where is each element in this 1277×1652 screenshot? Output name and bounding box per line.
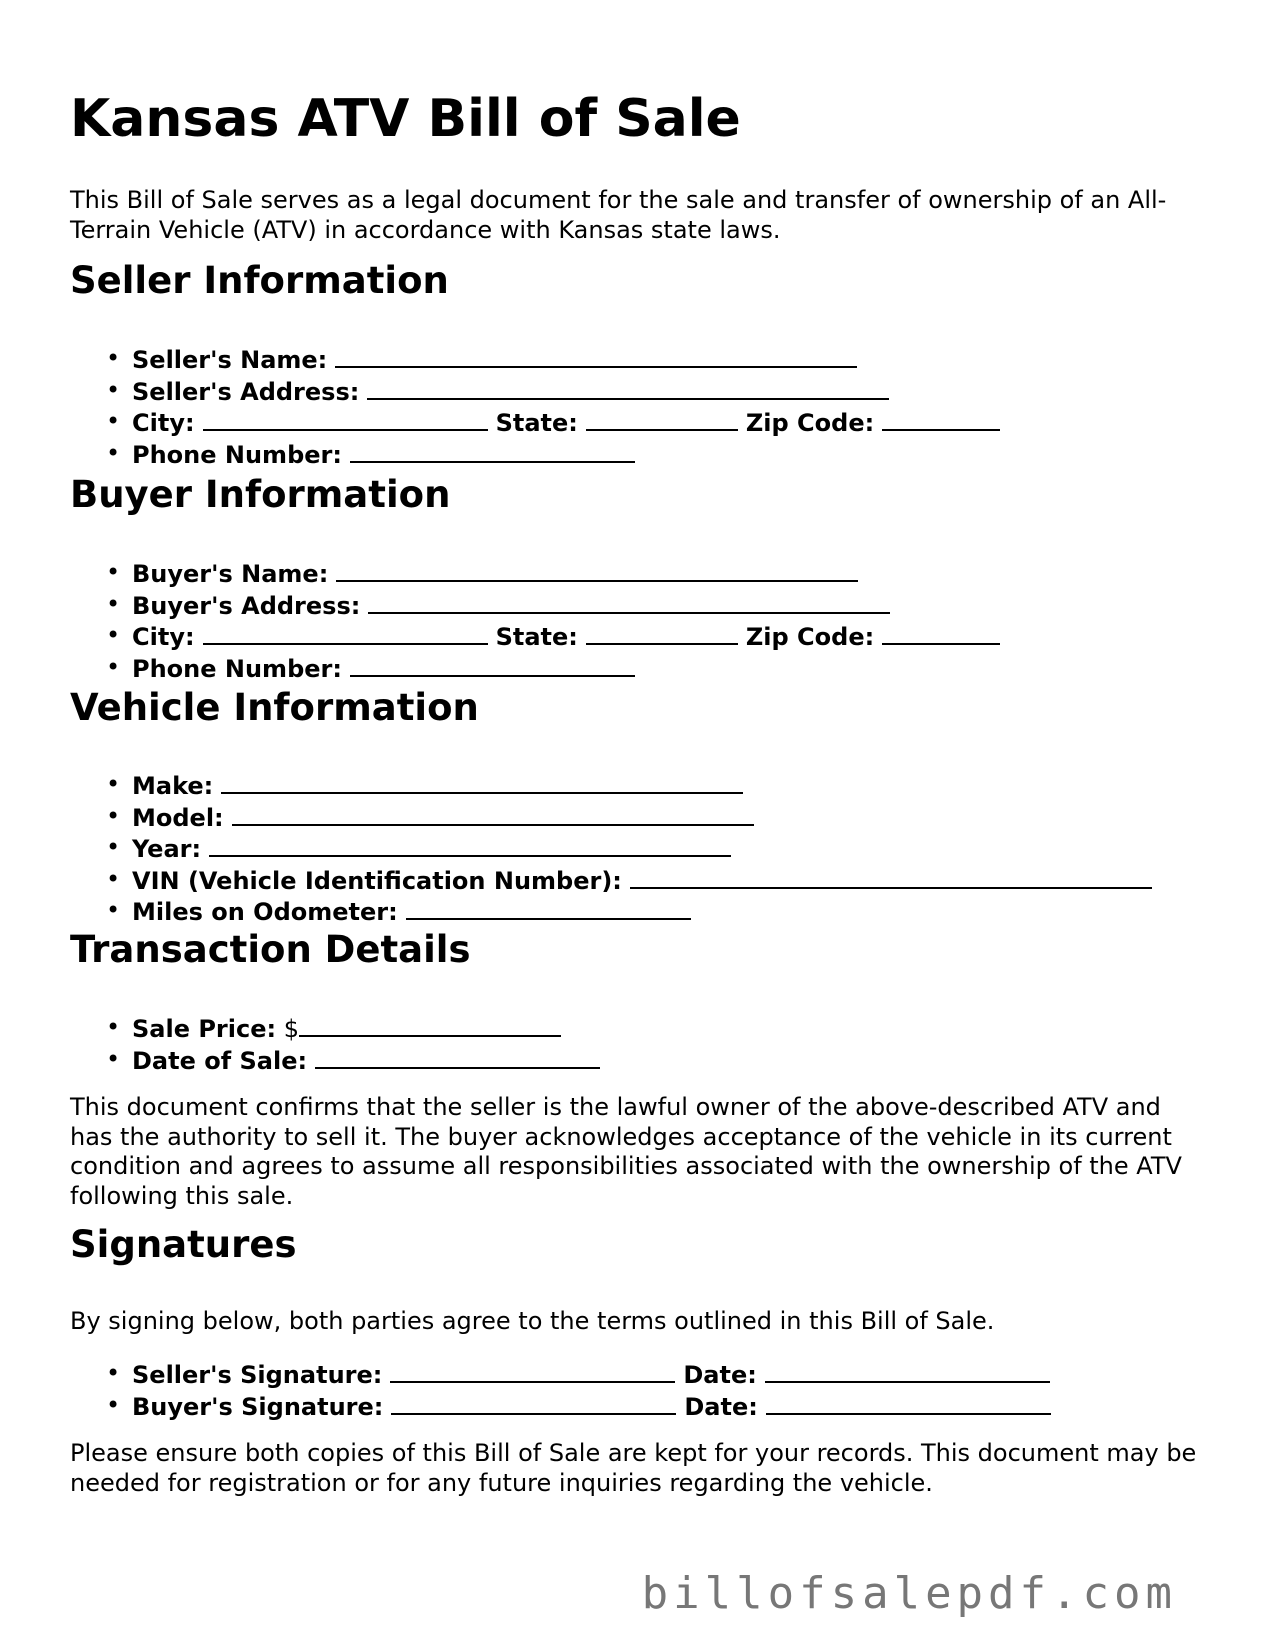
list-item <box>70 1359 1059 1391</box>
vehicle-miles-label: Miles on Odometer: <box>132 898 398 926</box>
buyer-city-field[interactable] <box>203 621 488 645</box>
list-item <box>70 344 1008 376</box>
transaction-section-heading: Transaction Details <box>70 928 471 971</box>
bullet-icon: • <box>106 407 121 435</box>
transaction-field-list <box>70 1013 608 1076</box>
bullet-icon: • <box>106 652 121 681</box>
bullet-icon: • <box>106 1390 121 1419</box>
bullet-icon: • <box>106 801 121 830</box>
seller-state-field[interactable] <box>586 407 738 431</box>
sale-price-field[interactable] <box>299 1013 561 1037</box>
buyer-name-field[interactable] <box>336 558 858 582</box>
list-item <box>70 1045 608 1077</box>
seller-phone-label: Phone Number: <box>132 440 342 469</box>
buyer-signature-label: Buyer's Signature: <box>132 1392 384 1421</box>
vehicle-section-heading: Vehicle Information <box>70 686 479 729</box>
signature-field-list <box>70 1359 1059 1422</box>
bullet-icon: • <box>106 344 121 372</box>
buyer-signature-date-label: Date: <box>684 1392 758 1421</box>
buyer-zip-label: Zip Code: <box>745 623 875 651</box>
buyer-name-label: Buyer's Name: <box>132 560 329 588</box>
buyer-zip-field[interactable] <box>882 621 1000 645</box>
bullet-icon: • <box>106 1013 121 1041</box>
vehicle-year-field[interactable] <box>209 833 731 857</box>
seller-signature-label: Seller's Signature: <box>132 1361 383 1389</box>
list-item <box>70 1013 608 1045</box>
list-item <box>70 1391 1059 1423</box>
list-item <box>70 621 1008 653</box>
vehicle-miles-field[interactable] <box>406 896 691 920</box>
list-item <box>70 770 1160 802</box>
signatures-intro: By signing below, both parties agree to the terms outlined in this Bill of Sale. <box>70 1307 995 1335</box>
seller-address-field[interactable] <box>367 376 889 400</box>
bullet-icon: • <box>106 833 121 861</box>
buyer-city-label: City: <box>132 623 195 651</box>
list-item <box>70 439 1008 471</box>
bullet-icon: • <box>106 1359 121 1387</box>
seller-field-list <box>70 344 1008 470</box>
vehicle-model-field[interactable] <box>232 802 754 826</box>
seller-zip-field[interactable] <box>882 407 1000 431</box>
seller-city-label: City: <box>132 409 195 437</box>
list-item <box>70 558 1008 590</box>
buyer-state-label: State: <box>495 623 578 651</box>
list-item <box>70 376 1008 408</box>
seller-state-label: State: <box>495 409 578 437</box>
currency-symbol: $ <box>283 1015 300 1043</box>
seller-zip-label: Zip Code: <box>745 409 875 437</box>
sale-date-field[interactable] <box>315 1045 600 1069</box>
seller-signature-date-field[interactable] <box>765 1359 1050 1383</box>
bullet-icon: • <box>106 438 121 467</box>
buyer-phone-field[interactable] <box>350 653 635 677</box>
bullet-icon: • <box>106 558 121 586</box>
seller-section-heading: Seller Information <box>70 259 449 302</box>
list-item <box>70 896 1160 928</box>
bullet-icon: • <box>106 896 121 924</box>
bullet-icon: • <box>106 864 121 893</box>
list-item <box>70 833 1160 865</box>
seller-name-label: Seller's Name: <box>132 346 328 374</box>
seller-signature-date-label: Date: <box>683 1361 757 1389</box>
seller-address-label: Seller's Address: <box>132 377 360 406</box>
vehicle-model-label: Model: <box>132 803 224 832</box>
bullet-icon: • <box>106 589 121 618</box>
bullet-icon: • <box>106 1044 121 1073</box>
buyer-phone-label: Phone Number: <box>132 654 342 683</box>
bullet-icon: • <box>106 770 121 798</box>
seller-city-field[interactable] <box>203 407 488 431</box>
vehicle-make-label: Make: <box>132 772 214 800</box>
buyer-field-list <box>70 558 1008 684</box>
buyer-section-heading: Buyer Information <box>70 473 451 516</box>
bullet-icon: • <box>106 621 121 649</box>
buyer-address-field[interactable] <box>368 590 890 614</box>
sale-price-label: Sale Price: <box>132 1015 277 1043</box>
intro-paragraph: This Bill of Sale serves as a legal document for the sale and transfer of ownership of an All-Terrain Vehicle (ATV) in accordance with Kansas state laws. <box>70 186 1167 244</box>
vehicle-field-list <box>70 770 1160 928</box>
list-item <box>70 653 1008 685</box>
bullet-icon: • <box>106 375 121 404</box>
list-item <box>70 590 1008 622</box>
footer-note: Please ensure both copies of this Bill of Sale are kept for your records. This document may be needed for registration or for any future inquiries regarding the vehicle. <box>70 1439 1197 1497</box>
watermark-text: billofsalepdf.com <box>641 1568 1177 1619</box>
seller-name-field[interactable] <box>335 344 857 368</box>
confirmation-paragraph: This document confirms that the seller is the lawful owner of the above-described ATV and has the authority to sell it. The buyer acknowledges acceptance of the vehicle in its current condition and agrees to assume all responsibilities associated with the ownership of the ATV following this sale. <box>70 1093 1182 1210</box>
buyer-signature-date-field[interactable] <box>766 1391 1051 1415</box>
list-item <box>70 865 1160 897</box>
buyer-state-field[interactable] <box>586 621 738 645</box>
buyer-signature-field[interactable] <box>391 1391 676 1415</box>
vehicle-vin-field[interactable] <box>630 865 1152 889</box>
signatures-section-heading: Signatures <box>70 1223 297 1266</box>
list-item <box>70 407 1008 439</box>
vehicle-vin-label: VIN (Vehicle Identification Number): <box>132 866 622 895</box>
buyer-address-label: Buyer's Address: <box>132 591 361 620</box>
seller-signature-field[interactable] <box>390 1359 675 1383</box>
vehicle-make-field[interactable] <box>221 770 743 794</box>
list-item <box>70 802 1160 834</box>
sale-date-label: Date of Sale: <box>132 1046 308 1075</box>
seller-phone-field[interactable] <box>350 439 635 463</box>
document-title: Kansas ATV Bill of Sale <box>70 89 741 149</box>
vehicle-year-label: Year: <box>132 835 202 863</box>
